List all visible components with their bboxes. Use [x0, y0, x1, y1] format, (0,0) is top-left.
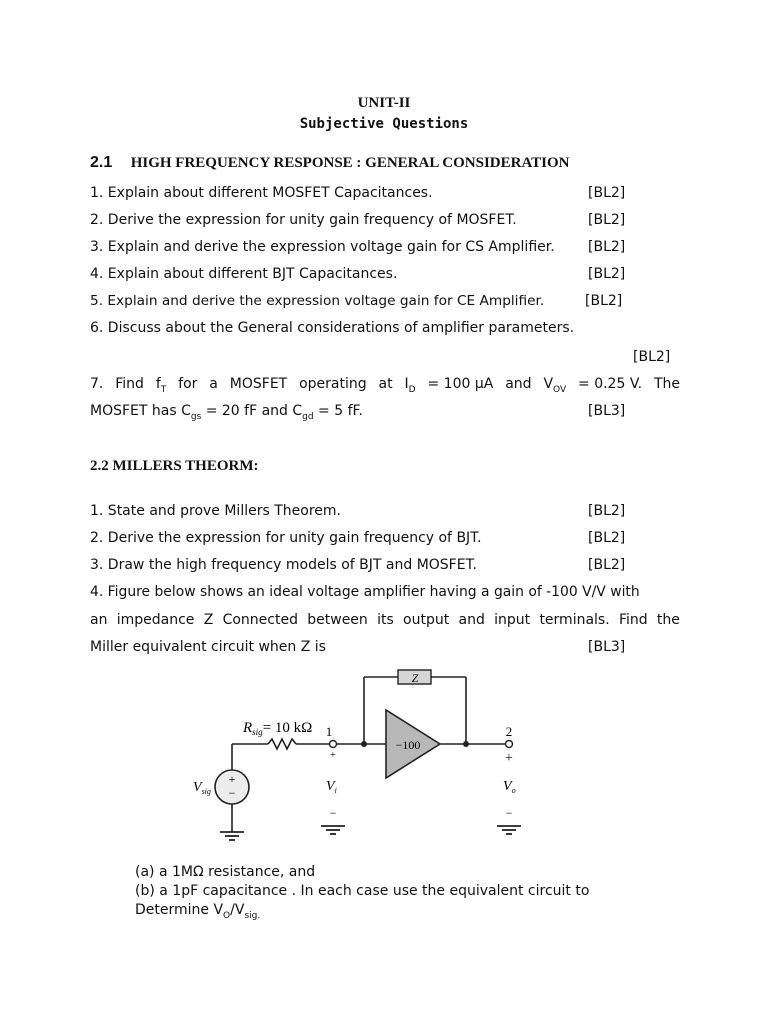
question-1-1: 1. Explain about different MOSFET Capacitances.: [90, 185, 433, 201]
bloom-tag: [BL2]: [588, 530, 626, 546]
bloom-tag: [BL2]: [588, 266, 626, 282]
miller-circuit-diagram: [0, 660, 768, 860]
ground-symbol: [321, 826, 345, 834]
option-determine: Determine $V_O/V_{sig.}$: [135, 902, 261, 921]
word: an: [90, 612, 108, 628]
terminal-1: [330, 741, 337, 748]
question-2-3: 3. Draw the high frequency models of BJT and MOSFET.: [90, 557, 477, 573]
svg-text:−: −: [505, 806, 513, 820]
question-2-2: 2. Derive the expression for unity gain frequency of BJT.: [90, 530, 482, 546]
question-1-6: 6. Discuss about the General considerations of amplifier parameters.: [90, 320, 575, 336]
question-2-4-line1: 4. Figure below shows an ideal voltage amplifier having a gain of -100 V/V with: [90, 584, 640, 600]
bloom-tag: [BL2]: [588, 557, 626, 573]
word: its: [377, 612, 394, 628]
option-a: (a) a 1MΩ resistance, and: [135, 864, 316, 880]
bloom-tag: [BL2]: [633, 349, 671, 365]
z-label: Z: [411, 671, 419, 685]
ground-symbol: [220, 832, 244, 840]
bloom-tag: [BL2]: [588, 212, 626, 228]
question-1-5: 5. Explain and derive the expression voltage gain for CE Amplifier.: [90, 293, 545, 309]
bloom-tag: [BL2]: [588, 239, 626, 255]
question-1-4: 4. Explain about different BJT Capacitances.: [90, 266, 398, 282]
node-1-label: 1: [325, 724, 333, 739]
section-heading-2-1: [90, 154, 680, 172]
ground-symbol: [497, 826, 521, 834]
terminal-2: [506, 741, 513, 748]
word: input: [494, 612, 531, 628]
word: impedance: [116, 612, 195, 628]
rsig-label: $R_{sig}= 10$ kΩ: [243, 720, 313, 737]
word: output: [403, 612, 450, 628]
word: and: [458, 612, 485, 628]
question-2-4-line3: Miller equivalent circuit when Z is: [90, 639, 326, 655]
bloom-tag: [BL2]: [585, 293, 623, 309]
section-heading-2-2: 2.2 MILLERS THEORM:: [90, 458, 259, 474]
bloom-tag: [BL2]: [588, 503, 626, 519]
question-1-3: 3. Explain and derive the expression voltage gain for CS Amplifier.: [90, 239, 555, 255]
word: terminals.: [539, 612, 610, 628]
vi-label: $V_i$: [326, 779, 337, 795]
word: Find: [618, 612, 648, 628]
question-1-2: 2. Derive the expression for unity gain frequency of MOSFET.: [90, 212, 517, 228]
option-b: (b) a 1pF capacitance . In each case use the equivalent circuit to: [135, 883, 590, 899]
bloom-tag: [BL3]: [588, 639, 626, 655]
bloom-tag: [BL2]: [588, 185, 626, 201]
svg-text:+: +: [228, 772, 236, 786]
word: Z: [203, 612, 214, 628]
section-title: HIGH FREQUENCY RESPONSE : GENERAL CONSIDERATION: [130, 155, 570, 171]
vo-label: $V_o$: [503, 779, 516, 795]
svg-text:+: +: [505, 751, 513, 766]
word: the: [656, 612, 680, 628]
section-number: 2.1: [90, 154, 113, 171]
question-2-1: 1. State and prove Millers Theorem.: [90, 503, 341, 519]
svg-text:+: +: [330, 750, 336, 761]
unit-title: UNIT-II: [357, 95, 411, 111]
word: between: [307, 612, 368, 628]
question-1-7-line1: 7. Find $f_T$ for a MOSFET operating at $I_D$ = 100 μA and $V_{OV}$ = 0.25 V. The: [90, 376, 680, 395]
vsig-label: $V_{sig}$: [193, 780, 211, 796]
node-2-label: 2: [505, 724, 513, 739]
word: Connected: [222, 612, 298, 628]
svg-text:−: −: [329, 806, 337, 820]
gain-label: −100: [395, 738, 421, 752]
svg-text:−: −: [228, 786, 236, 800]
question-2-4-line2: [90, 612, 680, 628]
question-1-7-line2: MOSFET has $C_{gs} = 20$ fF and $C_{gd} = 5$ fF.: [90, 403, 363, 422]
bloom-tag: [BL3]: [588, 403, 626, 419]
page-subtitle: Subjective Questions: [299, 116, 469, 132]
